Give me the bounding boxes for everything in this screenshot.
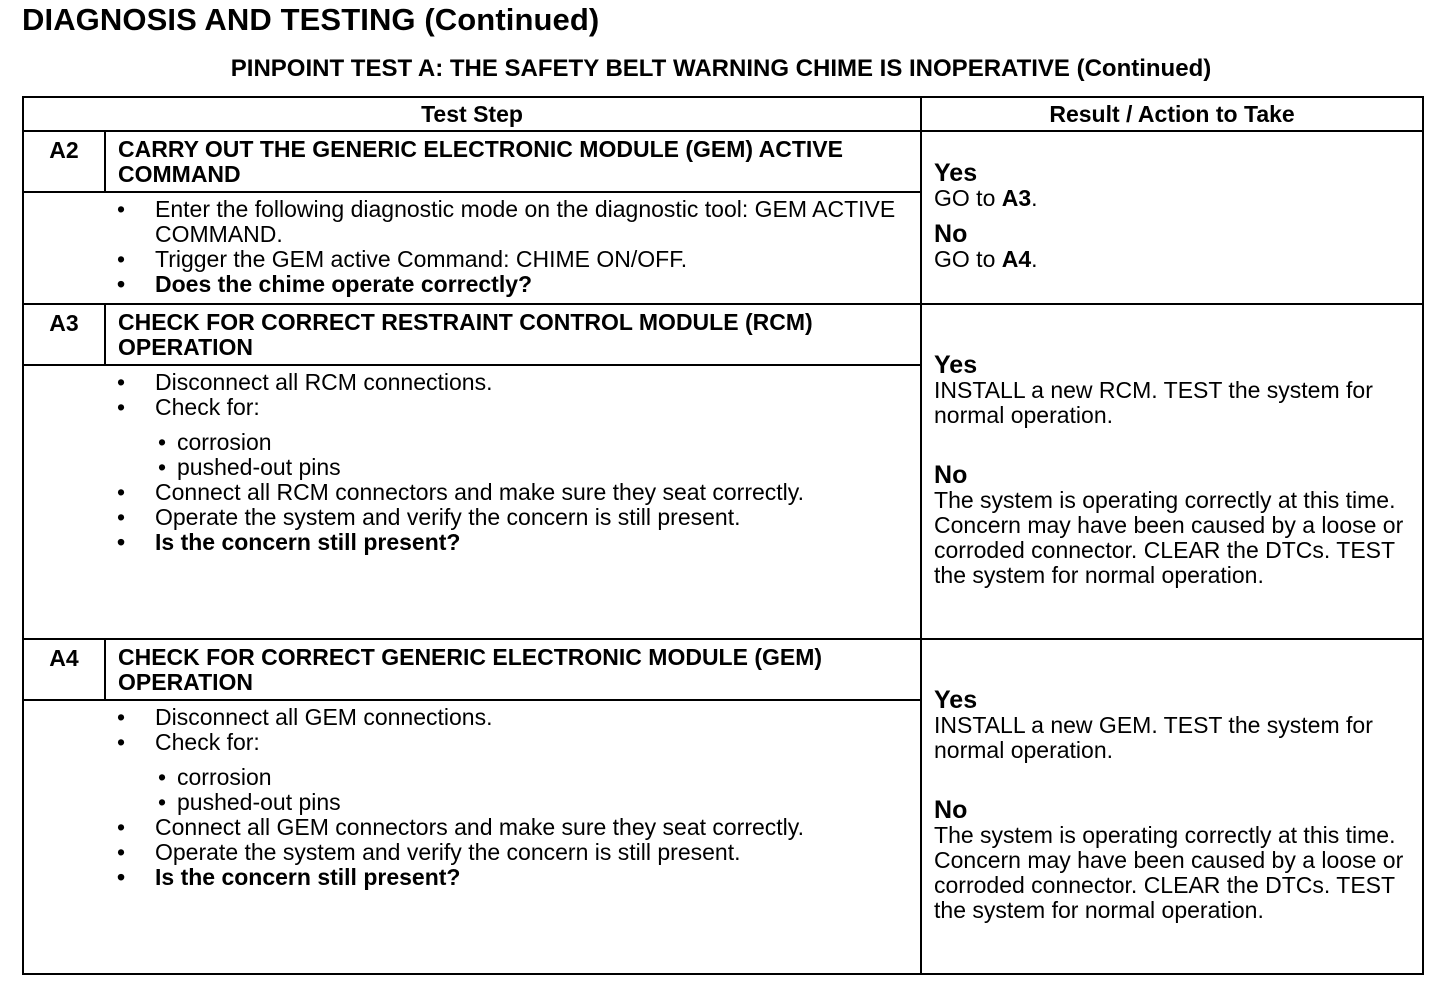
step-heading: CHECK FOR CORRECT GENERIC ELECTRONIC MODULE (GEM) OPERATION	[105, 639, 921, 700]
yes-action: INSTALL a new RCM. TEST the system for normal operation.	[934, 376, 1373, 428]
instruction-item: • Disconnect all RCM connections.	[105, 370, 912, 395]
instruction-item: • Trigger the GEM active Command: CHIME ON/OFF.	[105, 247, 912, 272]
yes-action: INSTALL a new GEM. TEST the system for normal operation.	[934, 711, 1373, 763]
sub-item: • pushed-out pins	[155, 790, 912, 815]
instruction-item: • Operate the system and verify the concern is still present.	[105, 840, 912, 865]
step-code: A3	[23, 304, 105, 365]
page-title: DIAGNOSIS AND TESTING (Continued)	[22, 2, 600, 37]
step-a2-result	[921, 131, 1423, 304]
pinpoint-test-title: PINPOINT TEST A: THE SAFETY BELT WARNING CHIME IS INOPERATIVE (Continued)	[230, 55, 1212, 82]
step-code: A2	[23, 131, 105, 192]
step-instructions	[105, 192, 921, 304]
step-a3-result	[921, 304, 1423, 639]
instruction-item	[105, 395, 912, 480]
step-a4-result	[921, 639, 1423, 974]
step-a4-heading-row	[23, 639, 1423, 700]
sub-list	[155, 765, 912, 815]
yes-action	[934, 186, 1416, 211]
step-code-spacer	[23, 192, 105, 304]
no-label: No	[934, 795, 968, 824]
header-result-action: Result / Action to Take	[921, 97, 1423, 131]
yes-label: Yes	[934, 685, 978, 714]
step-code-spacer	[23, 700, 105, 974]
instruction-text: Check for:	[155, 394, 260, 420]
instruction-list	[105, 370, 912, 555]
step-heading: CARRY OUT THE GENERIC ELECTRONIC MODULE (GEM) ACTIVE COMMAND	[105, 131, 921, 192]
yes-label: Yes	[934, 350, 978, 379]
instruction-item: • Connect all RCM connectors and make sure they seat correctly.	[105, 480, 912, 505]
punctuation: .	[1031, 184, 1038, 211]
header-test-step: Test Step	[23, 97, 921, 131]
step-instructions	[105, 365, 921, 639]
no-action	[934, 247, 1416, 272]
no-action: The system is operating correctly at this time. Concern may have been caused by a loose or corroded connector. CLEAR the DTCs. TEST the system for normal operation.	[934, 486, 1404, 588]
sub-item: • pushed-out pins	[155, 455, 912, 480]
step-code-spacer	[23, 365, 105, 639]
instruction-text: Check for:	[155, 729, 260, 755]
step-reference: A4	[1001, 245, 1032, 272]
no-action: The system is operating correctly at this time. Concern may have been caused by a loose or corroded connector. CLEAR the DTCs. TEST the system for normal operation.	[934, 821, 1404, 923]
step-question: • Is the concern still present?	[105, 530, 912, 555]
instruction-item: • Disconnect all GEM connections.	[105, 705, 912, 730]
pinpoint-test-table	[22, 96, 1424, 975]
step-a2-heading-row	[23, 131, 1423, 192]
instruction-item	[105, 730, 912, 815]
sub-item: • corrosion	[155, 765, 912, 790]
instruction-list	[105, 705, 912, 890]
punctuation: .	[1031, 245, 1038, 272]
step-question: • Is the concern still present?	[105, 865, 912, 890]
instruction-item: • Operate the system and verify the concern is still present.	[105, 505, 912, 530]
no-label: No	[934, 460, 968, 489]
yes-label: Yes	[934, 158, 978, 187]
table-header-row	[23, 97, 1423, 131]
instruction-list	[105, 197, 912, 297]
step-instructions	[105, 700, 921, 974]
instruction-item: • Connect all GEM connectors and make sure they seat correctly.	[105, 815, 912, 840]
yes-action-text: GO to	[934, 184, 1002, 211]
step-code: A4	[23, 639, 105, 700]
step-heading: CHECK FOR CORRECT RESTRAINT CONTROL MODULE (RCM) OPERATION	[105, 304, 921, 365]
step-a3-heading-row	[23, 304, 1423, 365]
step-reference: A3	[1001, 184, 1032, 211]
step-question: • Does the chime operate correctly?	[105, 272, 912, 297]
no-action-text: GO to	[934, 245, 1002, 272]
sub-item: • corrosion	[155, 430, 912, 455]
instruction-item: • Enter the following diagnostic mode on the diagnostic tool: GEM ACTIVE COMMAND.	[105, 197, 912, 247]
sub-list	[155, 430, 912, 480]
no-label: No	[934, 219, 968, 248]
